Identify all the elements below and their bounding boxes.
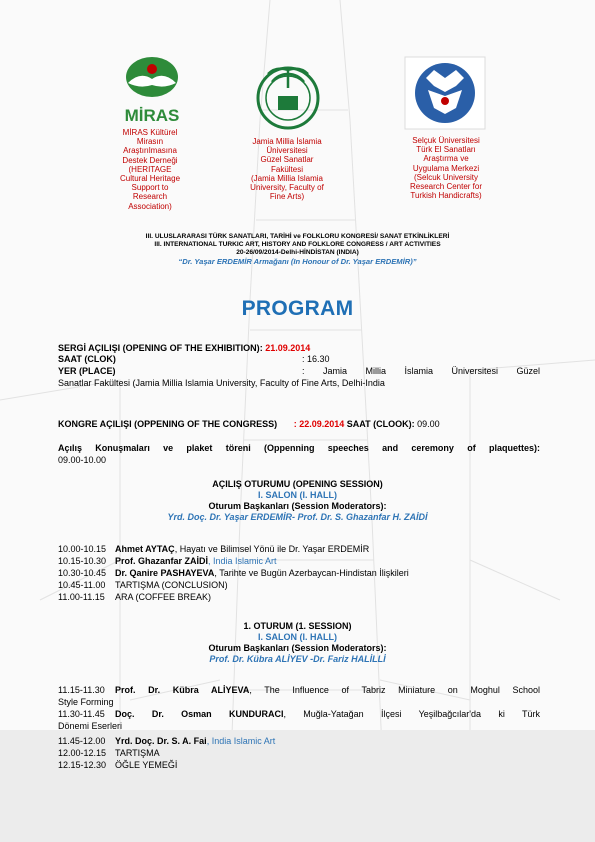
opening-speeches: Açılış Konuşmaları ve plaket töreni (Oppenning speeches and ceremony of plaquettes): (58, 443, 540, 453)
jamia-millia-emblem (250, 58, 326, 134)
jamia-caption: Jamia Millia İslamia Üniversitesi Güzel Sanatlar Fakültesi (Jamia Millia Islamia University, Faculty of Fine Arts) (250, 137, 324, 202)
congress-opening: KONGRE AÇILIŞI (OPPENING OF THE CONGRESS) : 22.09.2014 SAAT (CLOOK): 09.00 (58, 419, 440, 429)
honour-line: “Dr. Yaşar ERDEMİR Armağanı (In Honour of Dr. Yaşar ERDEMİR)” (178, 256, 417, 266)
program-row: 11.15-11.30 Prof. Dr. Kübra ALİYEVA, The Influence of Tabriz Miniature on Moghul School (58, 685, 540, 695)
program-row: 10.00-10.15 Ahmet AYTAÇ, Hayatı ve Bilimsel Yönü ile Dr. Yaşar ERDEMİR (58, 544, 370, 554)
program-row: 10.45-11.00 TARTIŞMA (CONCLUSION) (58, 580, 228, 590)
opening-session-block (0, 479, 595, 523)
program-row: 11.30-11.45 Doç. Dr. Osman KUNDURACI, Muğla-Yatağan İlçesi Yeşilbağcılar'da ki Türk (58, 709, 540, 719)
exhibition-place: YER (PLACE) : Jamia Millia İslamia Üniversitesi Güzel (58, 366, 540, 376)
session1-title: 1. OTURUM (1. SESSION) (243, 621, 352, 631)
program-row: 10.15-10.30 Prof. Ghazanfar ZAİDİ, India Islamic Art (58, 556, 277, 566)
hands-icon (112, 55, 192, 101)
header-dates: 20-26/09/2014-Delhi-HİNDİSTAN (INDIA) (236, 249, 359, 257)
program-row: 12.00-12.15 TARTIŞMA (58, 748, 160, 758)
double-headed-eagle-icon (404, 56, 486, 130)
exhibition-time: SAAT (CLOK) : 16.30 (58, 354, 330, 364)
program-row-cont: Style Forming (58, 697, 114, 707)
program-row: 11.00-11.15 ARA (COFFEE BREAK) (58, 592, 212, 602)
opening-session-moderators: Yrd. Doç. Dr. Yaşar ERDEMİR- Prof. Dr. S. Ghazanfar H. ZAİDİ (167, 512, 428, 522)
header-title-en: III. INTERNATIONAL TURKIC ART, HISTORY AND FOLKLORE CONGRESS / ART ACTIVITIES (154, 241, 441, 249)
opening-session-title: AÇILIŞ OTURUMU (OPENING SESSION) (212, 479, 383, 489)
header-title-tr: III. ULUSLARARASI TÜRK SANATLARI, TARİHİ ve FOLKLORU KONGRESİ/ SANAT ETKİNLİKLERİ (145, 233, 450, 240)
opening-session-moderators-label: Oturum Başkanları (Session Moderators): (208, 501, 387, 511)
exhibition-opening: SERGİ AÇILIŞI (OPENING OF THE EXHIBITION): 21.09.2014 (58, 343, 311, 353)
page-title: PROGRAM (241, 297, 354, 320)
palm-tree-emblem-icon (250, 58, 326, 134)
program-row: 12.15-12.30 ÖĞLE YEMEĞİ (58, 760, 178, 770)
program-row: 10.30-10.45 Dr. Qanire PASHAYEVA, Tarihte ve Bugün Azerbaycan-Hindistan İlişkileri (58, 568, 409, 578)
session1-block (0, 621, 595, 665)
congress-header (0, 233, 595, 266)
opening-speeches-time: 09.00-10.00 (58, 455, 107, 465)
session1-moderators: Prof. Dr. Kübra ALİYEV -Dr. Fariz HALİLLİ (209, 654, 386, 664)
program-row: 11.45-12.00 Yrd. Doç. Dr. S. A. Fai, India Islamic Art (58, 736, 276, 746)
miras-logo (112, 55, 192, 125)
selcuk-caption: Selçuk Üniversitesi Türk El Sanatları Araştırma ve Uygulama Merkezi (Selcuk University Research Center for Turkish Handicrafts) (409, 136, 483, 201)
session1-moderators-label: Oturum Başkanları (Session Moderators): (208, 643, 387, 653)
opening-session-hall: I. SALON (I. HALL) (258, 490, 337, 500)
session1-hall: I. SALON (I. HALL) (258, 632, 337, 642)
miras-wordmark: MİRAS (124, 106, 180, 125)
miras-caption: MİRAS Kültürel Mirasın Araştırılmasına Destek Derneği (HERITAGE Cultural Heritage Support to Research Association) (119, 128, 181, 211)
program-row-cont: Dönemi Eserleri (58, 721, 123, 731)
exhibition-place-cont: Sanatlar Fakültesi (Jamia Millia Islamia University, Faculty of Fine Arts, Delhi-India (58, 378, 385, 388)
selcuk-university-logo (404, 56, 486, 130)
